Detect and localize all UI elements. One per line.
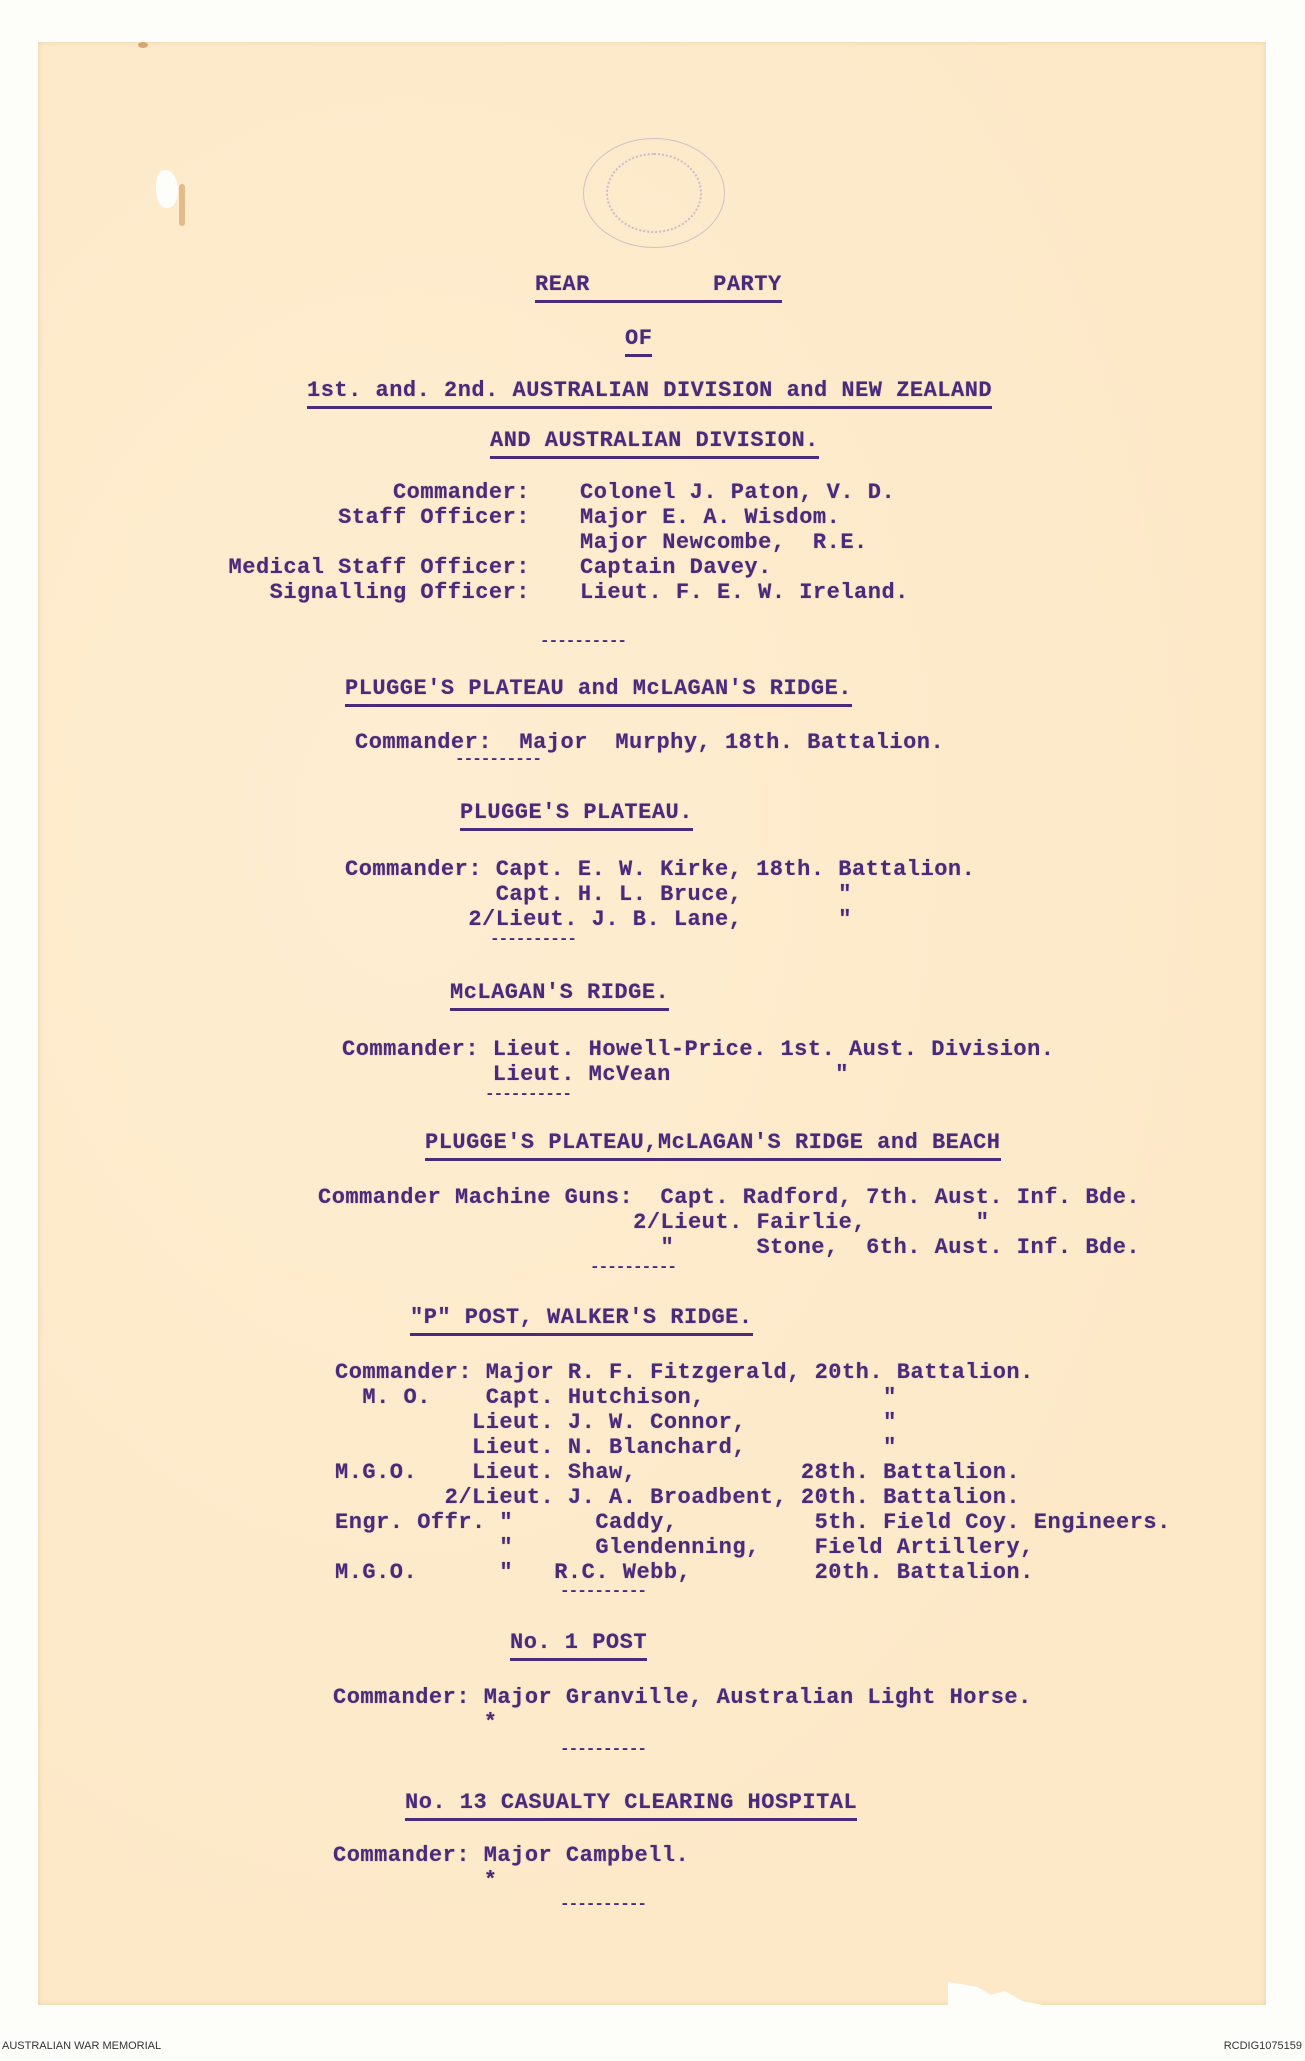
section-heading: "P" POST, WALKER'S RIDGE. <box>410 1305 753 1336</box>
section-line: * <box>333 1868 498 1893</box>
section-line: Commander: Major Granville, Australian Light Horse. <box>333 1685 1032 1710</box>
subtitle-line-1: 1st. and. 2nd. AUSTRALIAN DIVISION and NEW ZEALAND <box>307 378 992 409</box>
section-line: Commander Machine Guns: Capt. Radford, 7th. Aust. Inf. Bde. <box>318 1185 1141 1210</box>
separator: ---------- <box>590 1258 677 1276</box>
title-word-rear: REAR <box>535 272 590 297</box>
section-line: M.G.O. Lieut. Shaw, 28th. Battalion. <box>335 1460 1021 1485</box>
staff-role: Commander: <box>392 480 530 505</box>
title-of: OF <box>625 326 652 357</box>
section-line: Commander: Major Campbell. <box>333 1843 690 1868</box>
torn-edge <box>948 1982 1043 2005</box>
section-line: " Glendenning, Field Artillery, <box>335 1535 1034 1560</box>
staff-role: Signalling Officer: <box>269 580 530 605</box>
section-line: 2/Lieut. Fairlie, " <box>318 1210 990 1235</box>
footer-id: RCDIG1075159 <box>1223 2040 1302 2052</box>
staff-name: Major E. A. Wisdom. <box>580 505 841 530</box>
separator: ---------- <box>560 1740 647 1758</box>
staff-name: Captain Davey. <box>580 555 772 580</box>
title-rear-party <box>535 272 782 303</box>
section-heading: PLUGGE'S PLATEAU. <box>460 800 693 831</box>
staff-role: Staff Officer: <box>338 505 530 530</box>
section-line: 2/Lieut. J. B. Lane, " <box>345 907 852 932</box>
section-heading: No. 1 POST <box>510 1630 647 1661</box>
staff-name: Major Newcombe, R.E. <box>580 530 868 555</box>
section-line: Capt. H. L. Bruce, " <box>345 882 852 907</box>
section-heading: No. 13 CASUALTY CLEARING HOSPITAL <box>405 1790 857 1821</box>
separator: ---------- <box>560 1582 647 1600</box>
section-line: " Stone, 6th. Aust. Inf. Bde. <box>318 1235 1141 1260</box>
section-line: M. O. Capt. Hutchison, " <box>335 1385 897 1410</box>
stain <box>138 42 148 48</box>
title-word-party: PARTY <box>713 272 782 297</box>
paper-hole <box>156 170 178 208</box>
footer-credit: AUSTRALIAN WAR MEMORIAL <box>2 2040 162 2052</box>
section-line: Engr. Offr. " Caddy, 5th. Field Coy. Engineers. <box>335 1510 1171 1535</box>
staff-role: Medical Staff Officer: <box>228 555 530 580</box>
subtitle-line-2: AND AUSTRALIAN DIVISION. <box>490 428 819 459</box>
separator: ---------- <box>490 930 577 948</box>
section-line: Lieut. J. W. Connor, " <box>335 1410 897 1435</box>
section-line: Commander: Major Murphy, 18th. Battalion. <box>355 730 945 755</box>
section-heading: PLUGGE'S PLATEAU,McLAGAN'S RIDGE and BEACH <box>425 1130 1001 1161</box>
section-heading: PLUGGE'S PLATEAU and McLAGAN'S RIDGE. <box>345 676 852 707</box>
section-line: * <box>333 1710 498 1735</box>
section-line: Lieut. McVean " <box>342 1062 849 1087</box>
separator: ---------- <box>485 1085 572 1103</box>
section-line: 2/Lieut. J. A. Broadbent, 20th. Battalion. <box>335 1485 1021 1510</box>
separator: ---------- <box>455 750 542 768</box>
section-line: Commander: Capt. E. W. Kirke, 18th. Battalion. <box>345 857 976 882</box>
staff-name: Colonel J. Paton, V. D. <box>580 480 896 505</box>
staff-name: Lieut. F. E. W. Ireland. <box>580 580 909 605</box>
embossed-seal-icon <box>583 138 725 248</box>
section-line: M.G.O. " R.C. Webb, 20th. Battalion. <box>335 1560 1034 1585</box>
separator: ---------- <box>560 1895 647 1913</box>
separator: ---------- <box>540 632 627 650</box>
section-line: Commander: Lieut. Howell-Price. 1st. Aust. Division. <box>342 1037 1055 1062</box>
section-line: Lieut. N. Blanchard, " <box>335 1435 897 1460</box>
stain <box>179 184 185 226</box>
section-heading: McLAGAN'S RIDGE. <box>450 980 669 1011</box>
section-line: Commander: Major R. F. Fitzgerald, 20th. Battalion. <box>335 1360 1034 1385</box>
